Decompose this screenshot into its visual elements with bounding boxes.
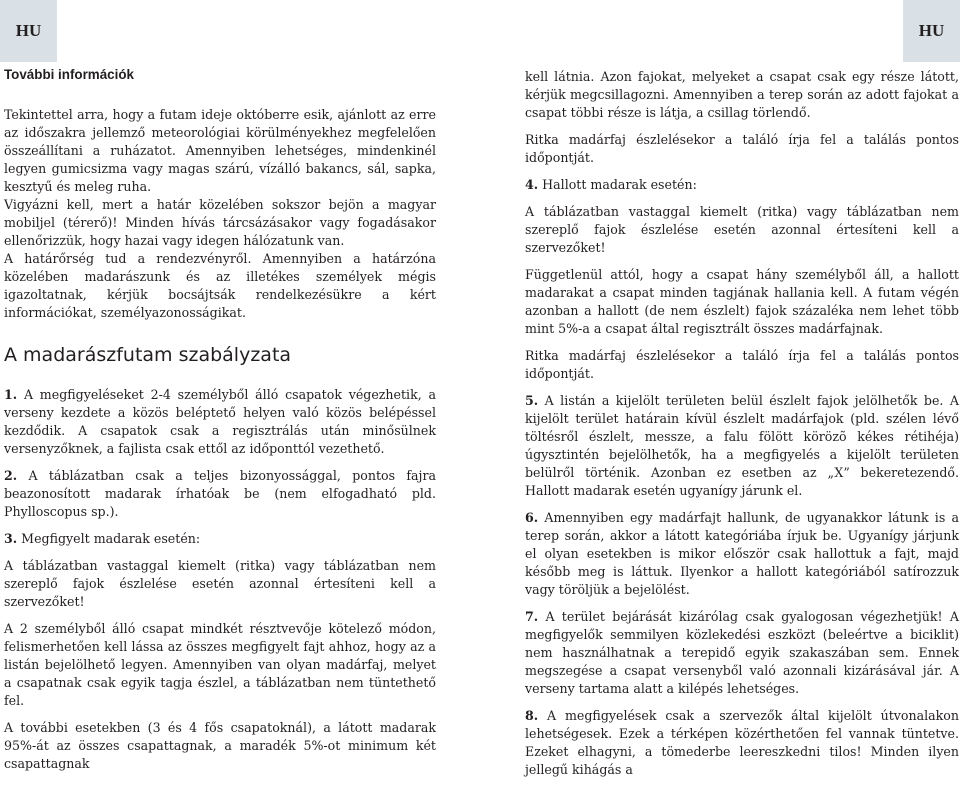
rule-4 — [525, 176, 959, 194]
rule-1-text: A megfigyeléseket 2-4 személyből álló csapatok végezhetik, a verseny kezdete a közös beléptető helyen való közös belépéssel kezdődik. A csapatok csak a regisztrálás után minősülnek versenyzőknek, a fajlista csak ettől az időponttól vezethető. — [4, 387, 436, 456]
rule-2 — [4, 467, 436, 521]
rule-5-text: A listán a kijelölt területen belül észlelt fajok jelölhetők be. A kijelölt terület határain kívül észlelt madárfajok (pld. szélen lévő töltésről észlelt, messze, a falu fölött körözõ kékes rétihéja) úgysztintén bejelölhetők, ha a megfigyelés a kijelölt területen belülről történik. Azonban ez esetben az „X” bekeretezendő. Hallott madarak esetén ugyanígy járunk el. — [525, 393, 959, 498]
paragraph-clothing: Tekintettel arra, hogy a futam ideje októberre esik, ajánlott az erre az időszakra jellemző meteorológiai körülményekhez megfelelően összeállítani a ruházatot. Amennyiben lehetséges, mindenkinél legyen gumicsizma vagy magas szárú, vízálló bakancs, sál, sapka, kesztyű és meleg ruha. — [4, 107, 436, 194]
language-tab-right: HU — [903, 0, 960, 62]
language-tab-left: HU — [0, 0, 57, 62]
right-column — [525, 68, 959, 788]
rule-6-number: 6. — [525, 510, 539, 525]
rule-2-number: 2. — [4, 468, 18, 483]
rule-8 — [525, 707, 959, 779]
rule-5-number: 5. — [525, 393, 539, 408]
paragraph-mobile-signal: Vigyázni kell, mert a határ közelében sokszor bejön a magyar mobiljel (térerő)! Minden hívás tárcsázásakor vagy fogadásakor ellenőrizzük, hogy hazai vagy idegen hálózatunk van. — [4, 197, 436, 248]
rule-1 — [4, 386, 436, 458]
paragraph-rare-time-note: Ritka madárfaj észlelésekor a találó írja fel a találás pontos időpontját. — [525, 132, 959, 165]
rule-4-heard-birds: Függetlenül attól, hogy a csapat hány személyből áll, a hallott madarakat a csapat minden tagjának hallania kell. A futam végén azonban a hallott (de nem észlelt) fajok százaléka nem lehet több mint 5%-a a csapat által regisztrált összes madárfajnak. — [525, 267, 959, 336]
section-title-rules: A madarászfutam szabályzata — [4, 344, 292, 366]
rule-2-text: A táblázatban csak a teljes bizonyossággal, pontos fajra beazonosított madarak írhatóak be (nem elfogadható pld. Phylloscopus sp.). — [4, 468, 436, 519]
rule-4-text: Hallott madarak esetén: — [542, 177, 697, 192]
subheading-more-info: További információk — [4, 67, 134, 82]
rule-3-two-person-team: A 2 személyből álló csapat mindkét résztvevője kötelező módon, felismerhetően kell lássa az összes megfigyelt fajt ahhoz, hogy az a listán bejelölhető legyen. Amennyiben van olyan madárfaj, melyet a csapatnak csak egyik tagja észlel, a táblázatban nem tüntethető fel. — [4, 621, 436, 708]
rule-3-text: Megfigyelt madarak esetén: — [21, 531, 201, 546]
rule-3-rare-species: A táblázatban vastaggal kiemelt (ritka) vagy táblázatban nem szereplő fajok észlelése esetén azonnal értesíteni kell a szervezőket! — [4, 558, 436, 609]
rule-7-text: A terület bejárását kizárólag csak gyalogosan végezhetjük! A megfigyelők semmilyen közlekedési eszközt (beleértve a biciklit) nem használhatnak a terepidő egyik szakaszában sem. Ennek megszegése a csapat versenyből való azonnali kizárásával jár. A verseny tartama alatt a kilépés lehetséges. — [525, 609, 959, 696]
rule-7 — [525, 608, 959, 698]
paragraph-border-guard: A határőrség tud a rendezvényről. Amennyiben a határzóna közelében madarászunk és az illetékes személyek mégis igazoltatnak, kérjük bocsájtsák rendelkezésükre a kért információkat, személyazonosságikat. — [4, 251, 436, 320]
rule-3-larger-teams: A további esetekben (3 és 4 fős csapatoknál), a látott madarak 95%-át az összes csapattagnak, a maradék 5%-ot minimum két csapattagnak — [4, 720, 436, 771]
rule-8-text: A megfigyelések csak a szervezők által kijelölt útvonalakon lehetségesek. Ezek a térképen közérthetően fel vannak tüntetve. Ezeket elhagyni, a tömederbe leereszkedni tilos! Minden ilyen jellegű kihágás a — [525, 708, 959, 777]
left-column — [4, 66, 436, 782]
rule-4-rare-species: A táblázatban vastaggal kiemelt (ritka) vagy táblázatban nem szereplő fajok észlelése esetén azonnal értesíteni kell a szervezőket! — [525, 204, 959, 255]
rule-5 — [525, 392, 959, 500]
rule-8-number: 8. — [525, 708, 539, 723]
rule-6-text: Amennyiben egy madárfajt hallunk, de ugyanakkor látunk is a terep során, akkor a látott kategóriába írjuk be. Ugyanígy járjunk el olyan esetekben is mikor először csak hallottuk a fajt, majd később meg is láttuk. Ilyenkor a hallott kategóriából satírozzuk vagy töröljük a bejelölést. — [525, 510, 959, 597]
rule-3 — [4, 530, 436, 548]
rule-1-number: 1. — [4, 387, 18, 402]
rule-7-number: 7. — [525, 609, 539, 624]
rule-6 — [525, 509, 959, 599]
rule-4-number: 4. — [525, 177, 539, 192]
rule-4-rare-time-note: Ritka madárfaj észlelésekor a találó írja fel a találás pontos időpontját. — [525, 348, 959, 381]
rule-3-number: 3. — [4, 531, 18, 546]
paragraph-continuation: kell látnia. Azon fajokat, melyeket a csapat csak egy része látott, kérjük megcsillagozni. Amennyiben a terep során az adott fajokat a csapat többi része is látja, a csillag törlendő. — [525, 69, 959, 120]
